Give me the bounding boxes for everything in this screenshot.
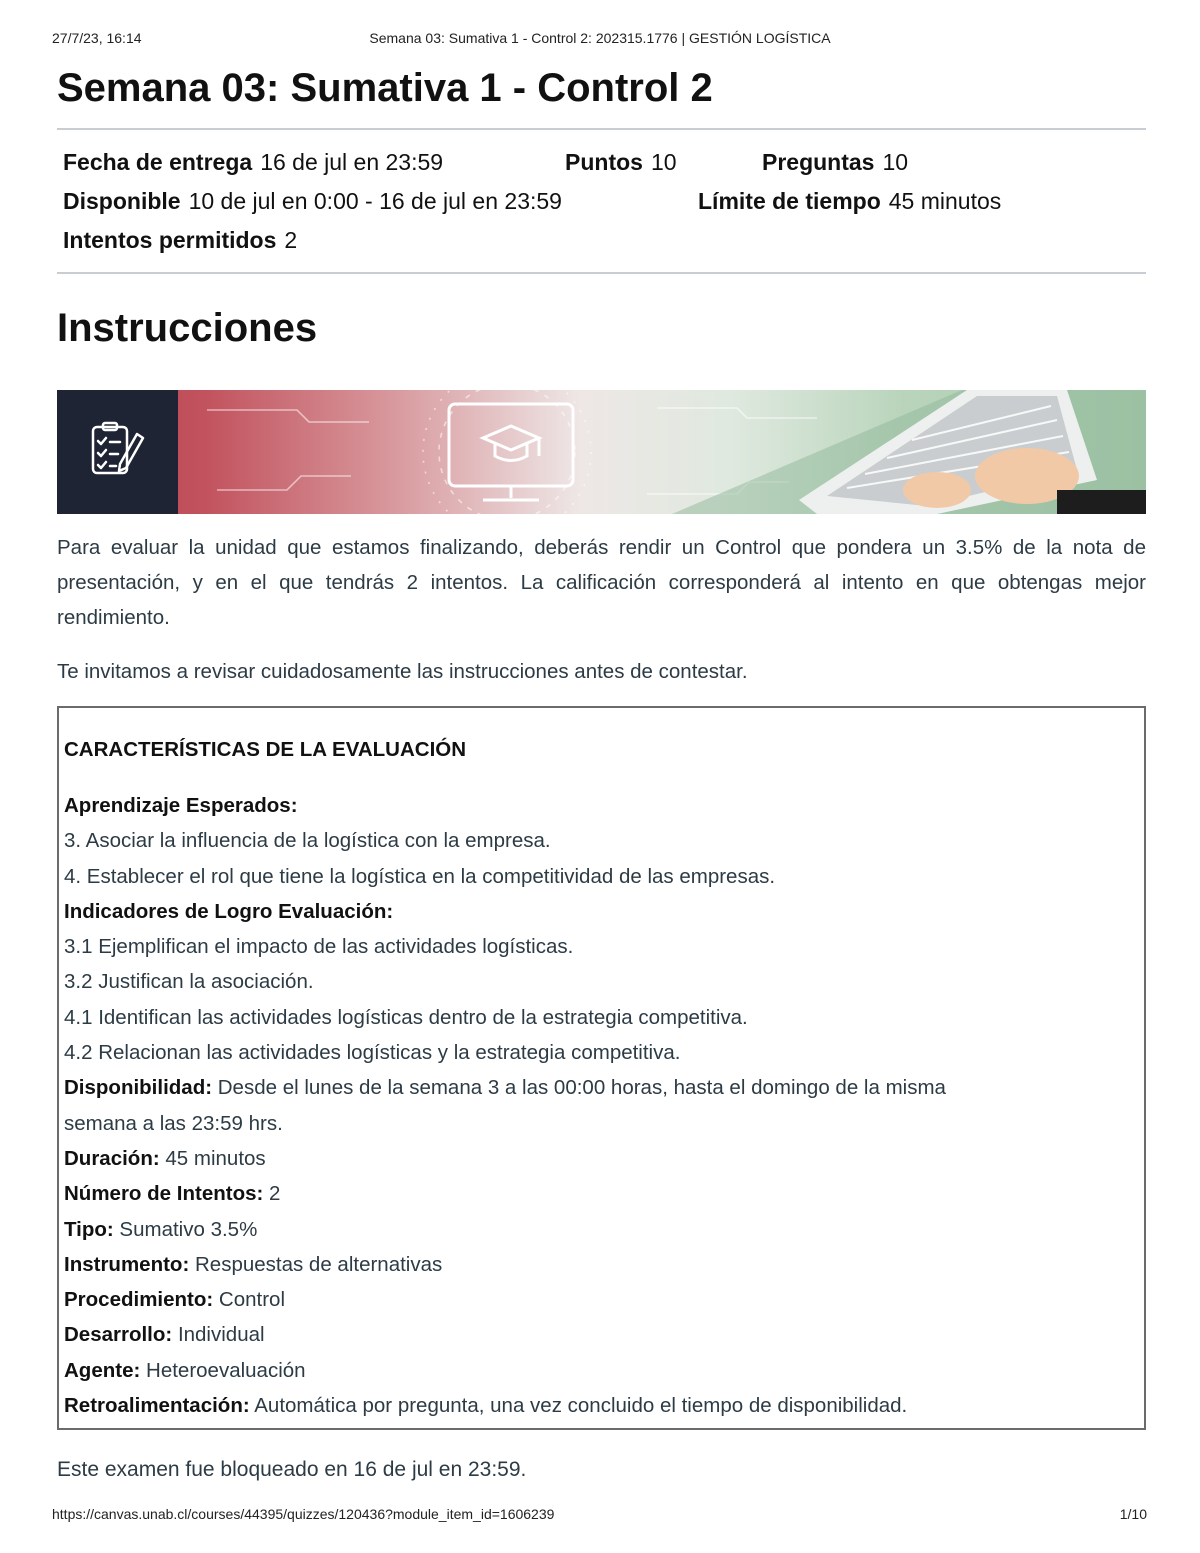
attempts-value: 2 <box>284 227 298 253</box>
characteristics-line <box>64 1317 1139 1352</box>
characteristics-line <box>64 929 1139 964</box>
footer-url-link[interactable]: https://canvas.unab.cl/courses/44395/quizzes/120436?module_item_id=1606239 <box>52 1506 555 1522</box>
time-limit-label: Límite de tiempo <box>698 188 881 214</box>
locked-notice: Este examen fue bloqueado en 16 de jul en 23:59. <box>57 1458 527 1481</box>
questions-value: 10 <box>882 149 909 175</box>
questions <box>762 149 908 176</box>
characteristics-line <box>64 1070 1139 1105</box>
laptop-image <box>672 390 1146 514</box>
characteristics-line <box>64 1035 1139 1070</box>
line-label: Duración: <box>64 1146 160 1170</box>
allowed-attempts <box>63 227 297 254</box>
attempts-label: Intentos permitidos <box>63 227 277 253</box>
line-text: 4. Establecer el rol que tiene la logística en la competitividad de las empresas. <box>64 864 776 888</box>
time-limit <box>698 188 1001 215</box>
line-label: Procedimiento: <box>64 1288 214 1312</box>
due-label: Fecha de entrega <box>63 149 253 175</box>
monitor-icon <box>449 404 573 500</box>
time-limit-value: 45 minutos <box>888 188 1002 214</box>
line-text: Respuestas de alternativas <box>194 1252 443 1276</box>
line-label: Desarrollo: <box>64 1323 173 1347</box>
line-text: 3.2 Justifican la asociación. <box>64 970 314 994</box>
print-page-title: Semana 03: Sumativa 1 - Control 2: 202315.1776 | GESTIÓN LOGÍSTICA <box>369 30 831 46</box>
characteristics-line <box>64 823 1139 858</box>
characteristics-line <box>64 1176 1139 1211</box>
characteristics-list <box>64 788 1139 1423</box>
line-text: 4.2 Relacionan las actividades logísticas y la estrategia competitiva. <box>64 1041 681 1065</box>
instructions-banner-image <box>57 390 1146 514</box>
characteristics-line <box>64 1106 1139 1141</box>
points <box>565 149 677 176</box>
quiz-title: Semana 03: Sumativa 1 - Control 2 <box>57 66 713 110</box>
line-label: Disponibilidad: <box>64 1076 213 1100</box>
points-value: 10 <box>650 149 677 175</box>
line-label: Instrumento: <box>64 1252 190 1276</box>
line-text: 3.1 Ejemplifican el impacto de las actividades logísticas. <box>64 935 574 959</box>
page-number: 1/10 <box>1119 1506 1147 1522</box>
questions-label: Preguntas <box>762 149 875 175</box>
characteristics-line <box>64 1000 1139 1035</box>
instructions-heading: Instrucciones <box>57 306 318 350</box>
line-text: Automática por pregunta, una vez concluido el tiempo de disponibilidad. <box>254 1394 908 1418</box>
line-text: 4.1 Identifican las actividades logísticas dentro de la estrategia competitiva. <box>64 1005 748 1029</box>
instructions-paragraph-1: Para evaluar la unidad que estamos finalizando, deberás rendir un Control que pondera un 3.5% de la nota de presentación, y en el que tendrás 2 intentos. La calificación corresponderá al intento en que obtengas mejor rendimiento. <box>57 536 1146 629</box>
available-value: 10 de jul en 0:00 - 16 de jul en 23:59 <box>188 188 562 214</box>
line-text: 3. Asociar la influencia de la logística con la empresa. <box>64 829 551 853</box>
divider-bottom <box>57 272 1146 274</box>
characteristics-line <box>64 1353 1139 1388</box>
characteristics-line <box>64 964 1139 999</box>
line-text: Heteroevaluación <box>146 1358 306 1382</box>
print-date: 27/7/23, 16:14 <box>52 30 142 46</box>
characteristics-line <box>64 788 1139 823</box>
availability <box>63 188 562 215</box>
line-label: Aprendizaje Esperados: <box>64 794 298 817</box>
checklist-icon <box>93 423 143 473</box>
characteristics-line <box>64 1247 1139 1282</box>
characteristics-line <box>64 859 1139 894</box>
print-header <box>52 30 1148 50</box>
line-label: Agente: <box>64 1358 141 1382</box>
line-label: Retroalimentación: <box>64 1394 250 1418</box>
line-label: Tipo: <box>64 1217 114 1241</box>
characteristics-line <box>64 1388 1139 1423</box>
characteristics-line <box>64 1212 1139 1247</box>
evaluation-characteristics-box <box>57 706 1146 1430</box>
line-label: Número de Intentos: <box>64 1182 264 1206</box>
line-text: 45 minutos <box>165 1146 266 1170</box>
line-text: 2 <box>269 1182 281 1206</box>
line-text: Sumativo 3.5% <box>119 1217 258 1241</box>
available-label: Disponible <box>63 188 181 214</box>
line-text: semana a las 23:59 hrs. <box>64 1111 283 1135</box>
line-text: Desde el lunes de la semana 3 a las 00:00 horas, hasta el domingo de la misma <box>212 1076 946 1100</box>
due-date <box>63 149 443 176</box>
points-label: Puntos <box>565 149 643 175</box>
characteristics-heading: CARACTERÍSTICAS DE LA EVALUACIÓN <box>64 738 467 761</box>
due-value: 16 de jul en 23:59 <box>260 149 444 175</box>
characteristics-line <box>64 894 1139 929</box>
characteristics-line <box>64 1282 1139 1317</box>
characteristics-line <box>64 1141 1139 1176</box>
banner-illustration <box>57 390 1146 514</box>
divider-top <box>57 128 1146 130</box>
line-text: Control <box>218 1288 286 1312</box>
line-label: Indicadores de Logro Evaluación: <box>64 899 394 923</box>
line-text: Individual <box>177 1323 265 1347</box>
instructions-paragraph-2: Te invitamos a revisar cuidadosamente las instrucciones antes de contestar. <box>57 660 748 683</box>
